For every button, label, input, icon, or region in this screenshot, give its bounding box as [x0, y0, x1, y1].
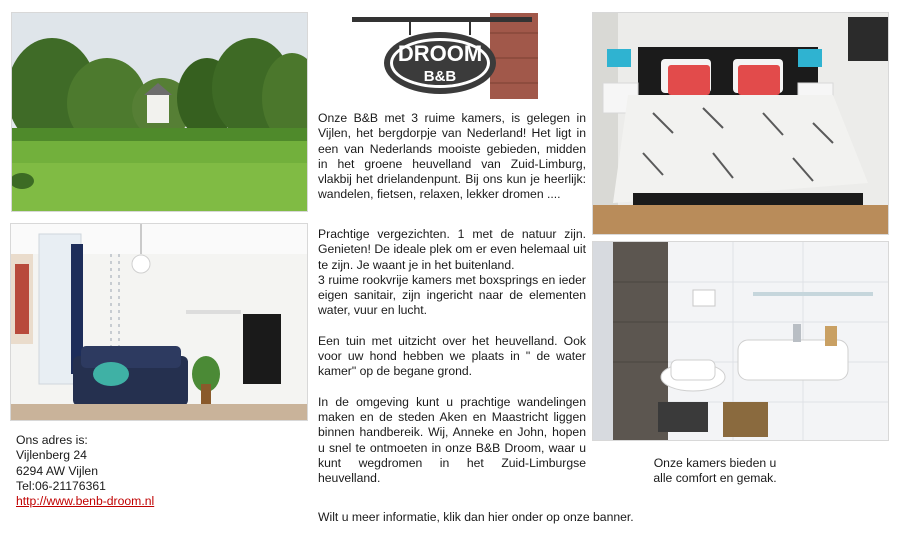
bathroom-photo [592, 241, 889, 441]
intro-text: Onze B&B met 3 ruime kamers, is gelegen in Vijlen, het bergdorpje van Nederland! Het ligt in een van Nederlands mooiste gebieden, midden in het groene heuvelland van Zuid-Limburg, vlakbij het drielandenpunt. Bij ons kun je heerlijk: wandelen, fietsen, relaxen, lekker dromen .... [318, 111, 586, 202]
address-block [16, 433, 154, 509]
logo-brand-bottom: B&B [423, 68, 457, 85]
website-link[interactable]: http://www.benb-droom.nl [16, 494, 155, 509]
body-text [318, 227, 586, 486]
garden-photo [11, 12, 308, 212]
living-room-photo [10, 223, 308, 421]
bedroom-photo [592, 12, 889, 235]
rooms-caption [640, 456, 790, 487]
paragraph: In de omgeving kunt u prachtige wandelingen maken en de steden Aken en Maastricht liggen binnen handbereik. Wij, Anneke en John, hopen u snel te ontmoeten in onze B&B Droom, waar u kunt wegdromen in het Zuid-Limburgse heuvelland. [318, 394, 586, 486]
address-phone: Tel:06-21176361 [16, 478, 106, 493]
address-street: Vijlenberg 24 [16, 448, 87, 463]
paragraph: 3 ruime rookvrije kamers met boxsprings en ieder eigen sanitair, zijn ingericht naar de elementen water, vuur en lucht. [318, 272, 586, 318]
footer-text: Wilt u meer informatie, klik dan hier onder op onze banner. [318, 510, 634, 524]
caption-line-2: alle comfort en gemak. [653, 471, 777, 486]
address-heading: Ons adres is: [16, 433, 88, 447]
caption-line-1: Onze kamers bieden u [653, 456, 777, 470]
address-city: 6294 AW Vijlen [16, 463, 98, 478]
logo-brand-top: DROOM [397, 41, 483, 66]
paragraph: Prachtige vergezichten. 1 met de natuur zijn. Genieten! De ideale plek om er even helemaal uit te zijn. Je waant je in het buitenland. [318, 227, 586, 272]
droom-logo-sign [350, 13, 538, 99]
paragraph: Een tuin met uitzicht over het heuvelland. Ook voor uw hond hebben we plaats in " de water kamer" op de begane grond. [318, 333, 586, 379]
